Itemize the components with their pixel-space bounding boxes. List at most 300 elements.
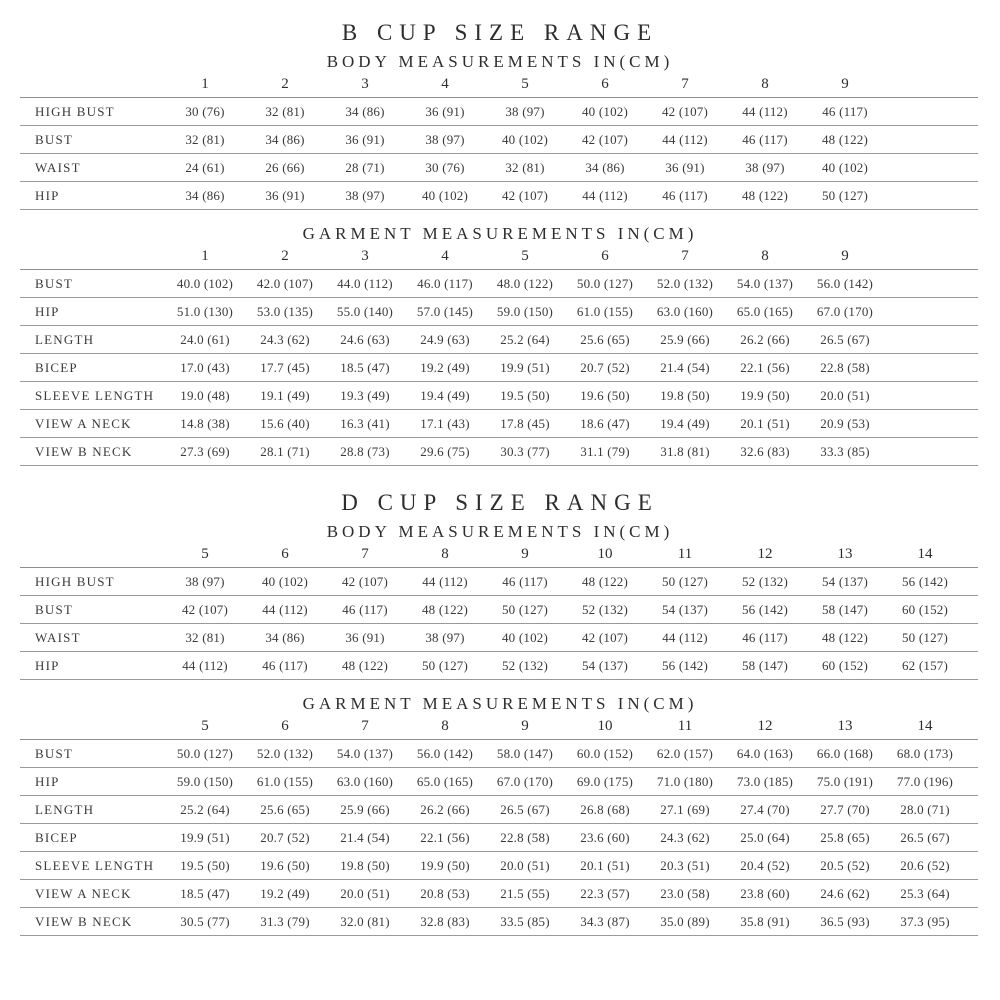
measurement-value: 20.0 (51) — [500, 857, 550, 873]
measurement-value: 59.0 (150) — [496, 303, 554, 319]
measurement-value: 19.5 (50) — [180, 857, 230, 873]
row-label: LENGTH — [35, 801, 95, 817]
measurement-value: 48 (122) — [341, 657, 388, 673]
measurement-value: 44 (112) — [742, 103, 788, 119]
size-header-row — [20, 244, 978, 270]
row-label: BUST — [35, 601, 74, 617]
size-number: 4 — [441, 248, 449, 264]
measurement-value: 35.8 (91) — [740, 913, 790, 929]
measurement-value: 35.0 (89) — [660, 913, 710, 929]
size-number: 5 — [521, 76, 529, 92]
measurement-value: 17.7 (45) — [260, 359, 310, 375]
measurement-value: 30 (76) — [425, 159, 465, 175]
measurement-value: 52 (132) — [741, 573, 788, 589]
size-number: 7 — [361, 546, 369, 562]
measurement-table — [20, 72, 978, 210]
table-row — [20, 740, 978, 768]
measurement-value: 18.5 (47) — [340, 359, 390, 375]
table-row — [20, 98, 978, 126]
measurement-value: 19.6 (50) — [580, 387, 630, 403]
measurement-value: 22.1 (56) — [420, 829, 470, 845]
measurement-value: 61.0 (155) — [256, 773, 314, 789]
measurement-value: 28 (71) — [345, 159, 385, 175]
size-number: 8 — [761, 76, 769, 92]
row-label: HIGH BUST — [35, 103, 115, 119]
measurement-value: 40 (102) — [501, 131, 548, 147]
measurement-value: 36 (91) — [425, 103, 465, 119]
measurement-value: 44 (112) — [262, 601, 308, 617]
measurement-value: 60 (152) — [821, 657, 868, 673]
measurement-value: 34 (86) — [345, 103, 385, 119]
measurement-table — [20, 542, 978, 680]
measurement-value: 62 (157) — [901, 657, 948, 673]
measurement-value: 14.8 (38) — [180, 415, 230, 431]
measurement-value: 28.8 (73) — [340, 443, 390, 459]
measurement-value: 54 (137) — [821, 573, 868, 589]
measurement-value: 56 (142) — [901, 573, 948, 589]
measurement-value: 52.0 (132) — [256, 745, 314, 761]
measurement-value: 75.0 (191) — [816, 773, 874, 789]
measurement-value: 50 (127) — [661, 573, 708, 589]
size-number: 2 — [281, 76, 289, 92]
size-chart — [20, 20, 980, 936]
measurement-value: 46 (117) — [742, 629, 788, 645]
measurement-value: 63.0 (160) — [656, 303, 714, 319]
measurement-value: 32 (81) — [265, 103, 305, 119]
measurement-value: 34 (86) — [585, 159, 625, 175]
size-number: 9 — [521, 546, 529, 562]
measurement-value: 34.3 (87) — [580, 913, 630, 929]
row-label: WAIST — [35, 629, 81, 645]
row-label: VIEW A NECK — [35, 415, 132, 431]
measurement-value: 30.5 (77) — [180, 913, 230, 929]
measurement-value: 52 (132) — [581, 601, 628, 617]
row-label: BUST — [35, 275, 74, 291]
size-number: 10 — [597, 718, 613, 734]
measurement-value: 19.9 (50) — [740, 387, 790, 403]
measurement-value: 44 (112) — [662, 629, 708, 645]
measurement-value: 24.6 (62) — [820, 885, 870, 901]
measurement-value: 21.4 (54) — [660, 359, 710, 375]
size-number: 7 — [681, 76, 689, 92]
size-number: 6 — [601, 76, 609, 92]
measurement-value: 32.6 (83) — [740, 443, 790, 459]
measurement-value: 58 (147) — [741, 657, 788, 673]
measurement-value: 25.2 (64) — [180, 801, 230, 817]
measurement-value: 19.9 (51) — [500, 359, 550, 375]
measurement-value: 20.9 (53) — [820, 415, 870, 431]
table-row — [20, 154, 978, 182]
measurement-value: 56.0 (142) — [816, 275, 874, 291]
measurement-value: 26.2 (66) — [740, 331, 790, 347]
measurement-value: 40 (102) — [581, 103, 628, 119]
size-number: 9 — [841, 76, 849, 92]
measurement-value: 59.0 (150) — [176, 773, 234, 789]
table-subtitle: GARMENT MEASUREMENTS IN(CM) — [302, 224, 698, 243]
measurement-value: 50 (127) — [901, 629, 948, 645]
size-number: 3 — [361, 76, 369, 92]
measurement-value: 36 (91) — [345, 629, 385, 645]
measurement-value: 54 (137) — [581, 657, 628, 673]
measurement-value: 68.0 (173) — [896, 745, 954, 761]
measurement-value: 23.6 (60) — [580, 829, 630, 845]
measurement-value: 50 (127) — [421, 657, 468, 673]
measurement-value: 25.9 (66) — [660, 331, 710, 347]
table-row — [20, 624, 978, 652]
row-label: BUST — [35, 745, 74, 761]
measurement-value: 62.0 (157) — [656, 745, 714, 761]
row-label: HIGH BUST — [35, 573, 115, 589]
table-row — [20, 852, 978, 880]
row-label: HIP — [35, 303, 60, 319]
measurement-table-block — [20, 694, 980, 936]
row-label: SLEEVE LENGTH — [35, 387, 155, 403]
row-label: BICEP — [35, 829, 78, 845]
measurement-value: 54.0 (137) — [336, 745, 394, 761]
measurement-value: 26.5 (67) — [820, 331, 870, 347]
size-number: 8 — [441, 546, 449, 562]
table-row — [20, 596, 978, 624]
measurement-value: 25.2 (64) — [500, 331, 550, 347]
measurement-value: 15.6 (40) — [260, 415, 310, 431]
measurement-value: 32.0 (81) — [340, 913, 390, 929]
measurement-value: 46 (117) — [502, 573, 548, 589]
measurement-value: 23.8 (60) — [740, 885, 790, 901]
measurement-value: 32 (81) — [185, 629, 225, 645]
size-number: 7 — [361, 718, 369, 734]
size-number: 9 — [841, 248, 849, 264]
measurement-table — [20, 244, 978, 466]
row-label: VIEW A NECK — [35, 885, 132, 901]
measurement-value: 19.1 (49) — [260, 387, 310, 403]
size-number: 6 — [601, 248, 609, 264]
measurement-value: 20.1 (51) — [740, 415, 790, 431]
measurement-value: 34 (86) — [265, 629, 305, 645]
measurement-value: 48 (122) — [581, 573, 628, 589]
row-label: SLEEVE LENGTH — [35, 857, 155, 873]
measurement-value: 60.0 (152) — [576, 745, 634, 761]
measurement-value: 58 (147) — [821, 601, 868, 617]
size-number: 1 — [201, 76, 209, 92]
measurement-value: 46 (117) — [742, 131, 788, 147]
measurement-value: 26.5 (67) — [500, 801, 550, 817]
measurement-value: 40.0 (102) — [176, 275, 234, 291]
table-row — [20, 410, 978, 438]
row-label: HIP — [35, 657, 60, 673]
measurement-value: 30 (76) — [185, 103, 225, 119]
size-number: 11 — [677, 546, 693, 562]
measurement-value: 42 (107) — [341, 573, 388, 589]
measurement-value: 25.3 (64) — [900, 885, 950, 901]
size-number: 5 — [201, 546, 209, 562]
measurement-value: 44 (112) — [662, 131, 708, 147]
size-header-row — [20, 72, 978, 98]
size-number: 5 — [201, 718, 209, 734]
table-row — [20, 354, 978, 382]
measurement-value: 55.0 (140) — [336, 303, 394, 319]
measurement-value: 20.0 (51) — [340, 885, 390, 901]
size-number: 6 — [281, 718, 289, 734]
measurement-value: 20.8 (53) — [420, 885, 470, 901]
measurement-value: 24.0 (61) — [180, 331, 230, 347]
measurement-value: 44.0 (112) — [337, 275, 393, 291]
table-row — [20, 126, 978, 154]
table-row — [20, 270, 978, 298]
measurement-value: 24.6 (63) — [340, 331, 390, 347]
measurement-value: 16.3 (41) — [340, 415, 390, 431]
measurement-value: 36 (91) — [665, 159, 705, 175]
measurement-value: 20.6 (52) — [900, 857, 950, 873]
measurement-value: 48.0 (122) — [496, 275, 554, 291]
measurement-value: 57.0 (145) — [416, 303, 474, 319]
measurement-value: 24.3 (62) — [660, 829, 710, 845]
measurement-value: 40 (102) — [501, 629, 548, 645]
measurement-value: 21.4 (54) — [340, 829, 390, 845]
measurement-value: 66.0 (168) — [816, 745, 874, 761]
measurement-value: 19.6 (50) — [260, 857, 310, 873]
measurement-value: 17.8 (45) — [500, 415, 550, 431]
row-label: VIEW B NECK — [35, 913, 133, 929]
table-row — [20, 824, 978, 852]
measurement-value: 33.3 (85) — [820, 443, 870, 459]
measurement-value: 77.0 (196) — [896, 773, 954, 789]
measurement-value: 29.6 (75) — [420, 443, 470, 459]
measurement-value: 22.1 (56) — [740, 359, 790, 375]
measurement-value: 42 (107) — [661, 103, 708, 119]
measurement-value: 42 (107) — [581, 629, 628, 645]
table-row — [20, 652, 978, 680]
table-row — [20, 768, 978, 796]
measurement-value: 27.4 (70) — [740, 801, 790, 817]
measurement-value: 25.6 (65) — [580, 331, 630, 347]
size-number: 8 — [441, 718, 449, 734]
measurement-value: 28.1 (71) — [260, 443, 310, 459]
row-label: HIP — [35, 773, 60, 789]
size-number: 5 — [521, 248, 529, 264]
measurement-value: 34 (86) — [185, 187, 225, 203]
size-number: 3 — [361, 248, 369, 264]
measurement-value: 27.7 (70) — [820, 801, 870, 817]
size-number: 2 — [281, 248, 289, 264]
measurement-value: 73.0 (185) — [736, 773, 794, 789]
measurement-value: 58.0 (147) — [496, 745, 554, 761]
measurement-value: 19.2 (49) — [420, 359, 470, 375]
table-row — [20, 326, 978, 354]
measurement-value: 21.5 (55) — [500, 885, 550, 901]
measurement-value: 48 (122) — [821, 131, 868, 147]
measurement-value: 42 (107) — [181, 601, 228, 617]
measurement-value: 48 (122) — [741, 187, 788, 203]
measurement-table-block — [20, 52, 980, 210]
table-row — [20, 438, 978, 466]
measurement-value: 60 (152) — [901, 601, 948, 617]
measurement-value: 19.9 (51) — [180, 829, 230, 845]
measurement-value: 67.0 (170) — [496, 773, 554, 789]
measurement-value: 52.0 (132) — [656, 275, 714, 291]
measurement-value: 19.9 (50) — [420, 857, 470, 873]
measurement-value: 25.8 (65) — [820, 829, 870, 845]
measurement-value: 32 (81) — [505, 159, 545, 175]
measurement-value: 27.1 (69) — [660, 801, 710, 817]
measurement-value: 19.3 (49) — [340, 387, 390, 403]
measurement-value: 38 (97) — [425, 131, 465, 147]
table-row — [20, 182, 978, 210]
measurement-value: 65.0 (165) — [416, 773, 474, 789]
row-label: HIP — [35, 187, 60, 203]
measurement-value: 19.4 (49) — [660, 415, 710, 431]
measurement-table — [20, 714, 978, 936]
measurement-value: 37.3 (95) — [900, 913, 950, 929]
measurement-value: 36 (91) — [345, 131, 385, 147]
measurement-value: 42.0 (107) — [256, 275, 314, 291]
measurement-value: 50.0 (127) — [576, 275, 634, 291]
measurement-value: 71.0 (180) — [656, 773, 714, 789]
table-subtitle: GARMENT MEASUREMENTS IN(CM) — [302, 694, 698, 713]
measurement-value: 44 (112) — [422, 573, 468, 589]
measurement-value: 22.3 (57) — [580, 885, 630, 901]
measurement-value: 40 (102) — [421, 187, 468, 203]
size-number: 11 — [677, 718, 693, 734]
measurement-value: 34 (86) — [265, 131, 305, 147]
measurement-value: 38 (97) — [745, 159, 785, 175]
measurement-value: 38 (97) — [185, 573, 225, 589]
size-number: 12 — [757, 546, 773, 562]
measurement-value: 69.0 (175) — [576, 773, 634, 789]
measurement-value: 42 (107) — [501, 187, 548, 203]
table-subtitle: BODY MEASUREMENTS IN(CM) — [326, 522, 674, 541]
measurement-value: 61.0 (155) — [576, 303, 634, 319]
section-title: D CUP SIZE RANGE — [341, 490, 659, 515]
measurement-value: 26 (66) — [265, 159, 305, 175]
measurement-value: 22.8 (58) — [820, 359, 870, 375]
table-row — [20, 908, 978, 936]
measurement-value: 19.0 (48) — [180, 387, 230, 403]
table-row — [20, 796, 978, 824]
measurement-value: 20.7 (52) — [580, 359, 630, 375]
measurement-value: 24.3 (62) — [260, 331, 310, 347]
measurement-value: 26.5 (67) — [900, 829, 950, 845]
measurement-value: 56.0 (142) — [416, 745, 474, 761]
measurement-value: 46 (117) — [342, 601, 388, 617]
table-row — [20, 298, 978, 326]
measurement-value: 30.3 (77) — [500, 443, 550, 459]
measurement-value: 19.2 (49) — [260, 885, 310, 901]
table-subtitle: BODY MEASUREMENTS IN(CM) — [326, 52, 674, 71]
measurement-value: 56 (142) — [741, 601, 788, 617]
measurement-value: 26.8 (68) — [580, 801, 630, 817]
table-row — [20, 880, 978, 908]
measurement-table-block — [20, 224, 980, 466]
measurement-value: 46.0 (117) — [417, 275, 473, 291]
measurement-value: 27.3 (69) — [180, 443, 230, 459]
measurement-value: 22.8 (58) — [500, 829, 550, 845]
measurement-value: 46 (117) — [662, 187, 708, 203]
table-row — [20, 568, 978, 596]
measurement-value: 31.1 (79) — [580, 443, 630, 459]
measurement-value: 31.3 (79) — [260, 913, 310, 929]
measurement-value: 24.9 (63) — [420, 331, 470, 347]
size-number: 13 — [837, 718, 853, 734]
size-header-row — [20, 542, 978, 568]
measurement-value: 46 (117) — [822, 103, 868, 119]
measurement-value: 18.6 (47) — [580, 415, 630, 431]
measurement-value: 19.8 (50) — [340, 857, 390, 873]
cup-size-section-d — [20, 490, 980, 936]
measurement-value: 50 (127) — [501, 601, 548, 617]
row-label: WAIST — [35, 159, 81, 175]
measurement-value: 28.0 (71) — [900, 801, 950, 817]
measurement-value: 25.6 (65) — [260, 801, 310, 817]
measurement-value: 19.8 (50) — [660, 387, 710, 403]
measurement-value: 42 (107) — [581, 131, 628, 147]
measurement-value: 44 (112) — [582, 187, 628, 203]
measurement-value: 50 (127) — [821, 187, 868, 203]
measurement-value: 19.5 (50) — [500, 387, 550, 403]
measurement-value: 32 (81) — [185, 131, 225, 147]
measurement-value: 51.0 (130) — [176, 303, 234, 319]
measurement-value: 50.0 (127) — [176, 745, 234, 761]
measurement-value: 44 (112) — [182, 657, 228, 673]
size-number: 12 — [757, 718, 773, 734]
measurement-value: 23.0 (58) — [660, 885, 710, 901]
measurement-value: 48 (122) — [421, 601, 468, 617]
measurement-table-block — [20, 522, 980, 680]
measurement-value: 53.0 (135) — [256, 303, 314, 319]
size-number: 6 — [281, 546, 289, 562]
row-label: BUST — [35, 131, 74, 147]
measurement-value: 20.4 (52) — [740, 857, 790, 873]
measurement-value: 40 (102) — [261, 573, 308, 589]
measurement-value: 20.0 (51) — [820, 387, 870, 403]
measurement-value: 25.0 (64) — [740, 829, 790, 845]
measurement-value: 24 (61) — [185, 159, 225, 175]
measurement-value: 18.5 (47) — [180, 885, 230, 901]
size-number: 4 — [441, 76, 449, 92]
measurement-value: 33.5 (85) — [500, 913, 550, 929]
measurement-value: 20.3 (51) — [660, 857, 710, 873]
measurement-value: 36.5 (93) — [820, 913, 870, 929]
measurement-value: 17.0 (43) — [180, 359, 230, 375]
measurement-value: 63.0 (160) — [336, 773, 394, 789]
size-number: 13 — [837, 546, 853, 562]
measurement-value: 17.1 (43) — [420, 415, 470, 431]
measurement-value: 67.0 (170) — [816, 303, 874, 319]
row-label: VIEW B NECK — [35, 443, 133, 459]
measurement-value: 46 (117) — [262, 657, 308, 673]
size-number: 14 — [917, 718, 933, 734]
size-number: 7 — [681, 248, 689, 264]
measurement-value: 31.8 (81) — [660, 443, 710, 459]
measurement-value: 54.0 (137) — [736, 275, 794, 291]
measurement-value: 40 (102) — [821, 159, 868, 175]
measurement-value: 64.0 (163) — [736, 745, 794, 761]
size-number: 9 — [521, 718, 529, 734]
measurement-value: 38 (97) — [345, 187, 385, 203]
measurement-value: 48 (122) — [821, 629, 868, 645]
row-label: BICEP — [35, 359, 78, 375]
measurement-value: 38 (97) — [505, 103, 545, 119]
size-number: 8 — [761, 248, 769, 264]
row-label: LENGTH — [35, 331, 95, 347]
measurement-value: 20.7 (52) — [260, 829, 310, 845]
measurement-value: 54 (137) — [661, 601, 708, 617]
measurement-value: 32.8 (83) — [420, 913, 470, 929]
measurement-value: 52 (132) — [501, 657, 548, 673]
size-number: 14 — [917, 546, 933, 562]
table-row — [20, 382, 978, 410]
measurement-value: 19.4 (49) — [420, 387, 470, 403]
measurement-value: 20.1 (51) — [580, 857, 630, 873]
